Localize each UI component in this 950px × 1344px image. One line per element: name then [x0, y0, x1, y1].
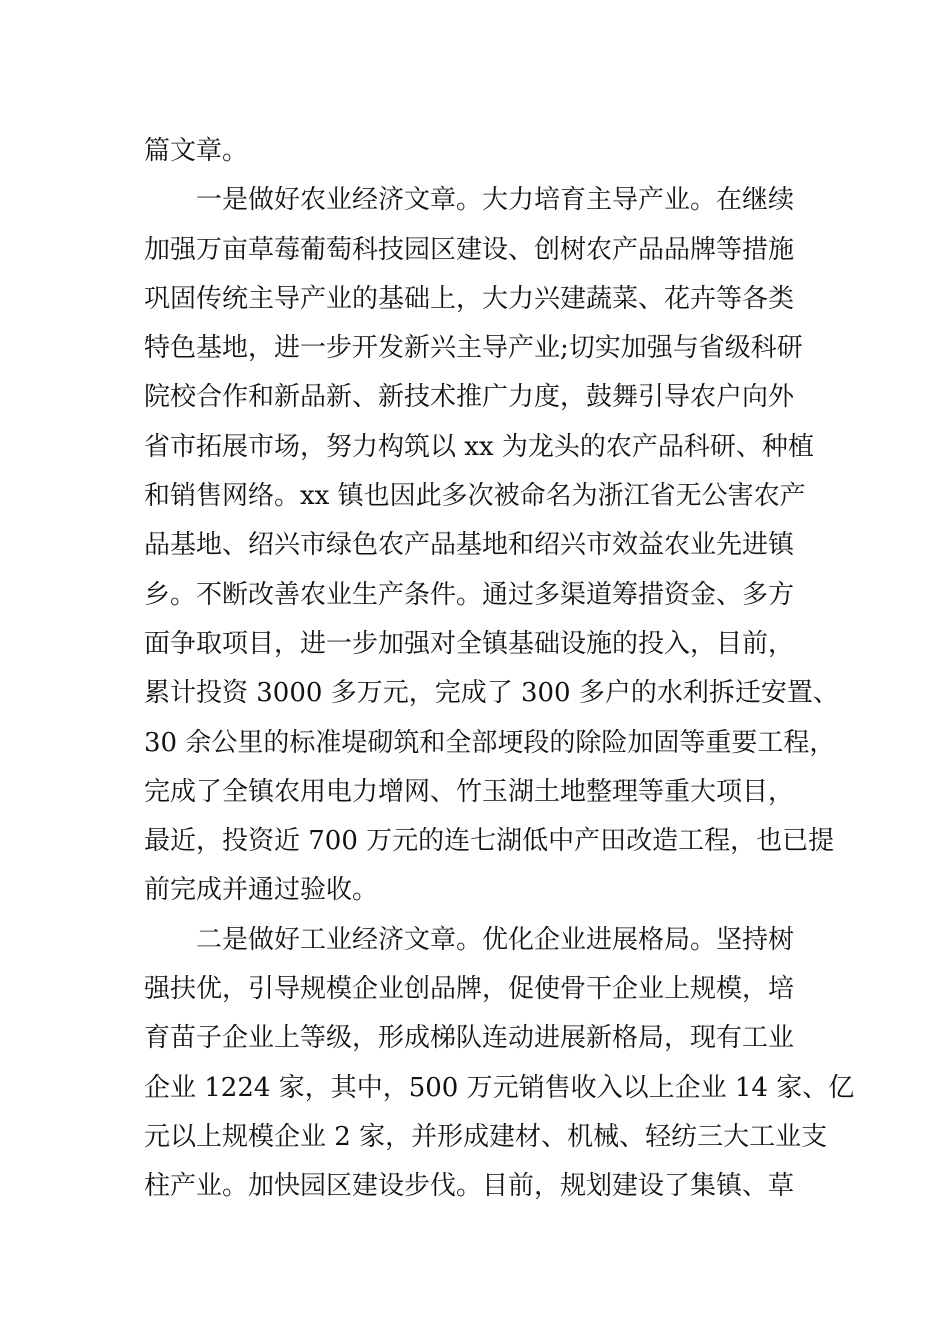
text-line: 加强万亩草莓葡萄科技园区建设、创树农产品品牌等措施 — [144, 234, 795, 265]
text-line: 企业 1224 家，其中，500 万元销售收入以上企业 14 家、亿 — [144, 1072, 855, 1103]
text-line: 元以上规模企业 2 家，并形成建材、机械、轻纺三大工业支 — [144, 1121, 828, 1152]
text-line: 强扶优，引导规模企业创品牌，促使骨干企业上规模，培 — [144, 974, 795, 1005]
text-line: 面争取项目，进一步加强对全镇基础设施的投入，目前， — [144, 628, 795, 659]
text-line: 品基地、绍兴市绿色农产品基地和绍兴市效益农业先进镇 — [144, 530, 795, 561]
text-line: 前完成并通过验收。 — [144, 875, 379, 906]
text-line: 30 余公里的标准堤砌筑和全部埂段的除险加固等重要工程， — [144, 727, 836, 758]
text-line: 完成了全镇农用电力增网、竹玉湖土地整理等重大项目， — [144, 776, 795, 807]
text-line: 乡。不断改善农业生产条件。通过多渠道筹措资金、多方 — [144, 579, 795, 610]
paragraph-start-line: 二是做好工业经济文章。优化企业进展格局。坚持树 — [196, 924, 795, 955]
text-line: 院校合作和新品新、新技术推广力度，鼓舞引导农户向外 — [144, 382, 795, 413]
text-line: 巩固传统主导产业的基础上，大力兴建蔬菜、花卉等各类 — [144, 283, 795, 314]
text-line: 篇文章。 — [144, 136, 249, 166]
text-line: 特色基地，进一步开发新兴主导产业;切实加强与省级科研 — [144, 333, 803, 364]
text-line: 最近，投资近 700 万元的连七湖低中产田改造工程，也已提 — [144, 826, 835, 857]
document-body — [144, 127, 855, 1212]
text-line: 累计投资 3000 多万元，完成了 300 多户的水利拆迁安置、 — [144, 678, 839, 709]
text-line: 省市拓展市场，努力构筑以 xx 为龙头的农产品科研、种植 — [144, 431, 814, 462]
text-line: 和销售网络。xx 镇也因此多次被命名为浙江省无公害农产 — [144, 481, 806, 512]
paragraph-start-line: 一是做好农业经济文章。大力培育主导产业。在继续 — [196, 185, 795, 216]
text-line: 育苗子企业上等级，形成梯队连动进展新格局，现有工业 — [144, 1023, 795, 1054]
text-line: 柱产业。加快园区建设步伐。目前，规划建设了集镇、草 — [144, 1171, 795, 1202]
